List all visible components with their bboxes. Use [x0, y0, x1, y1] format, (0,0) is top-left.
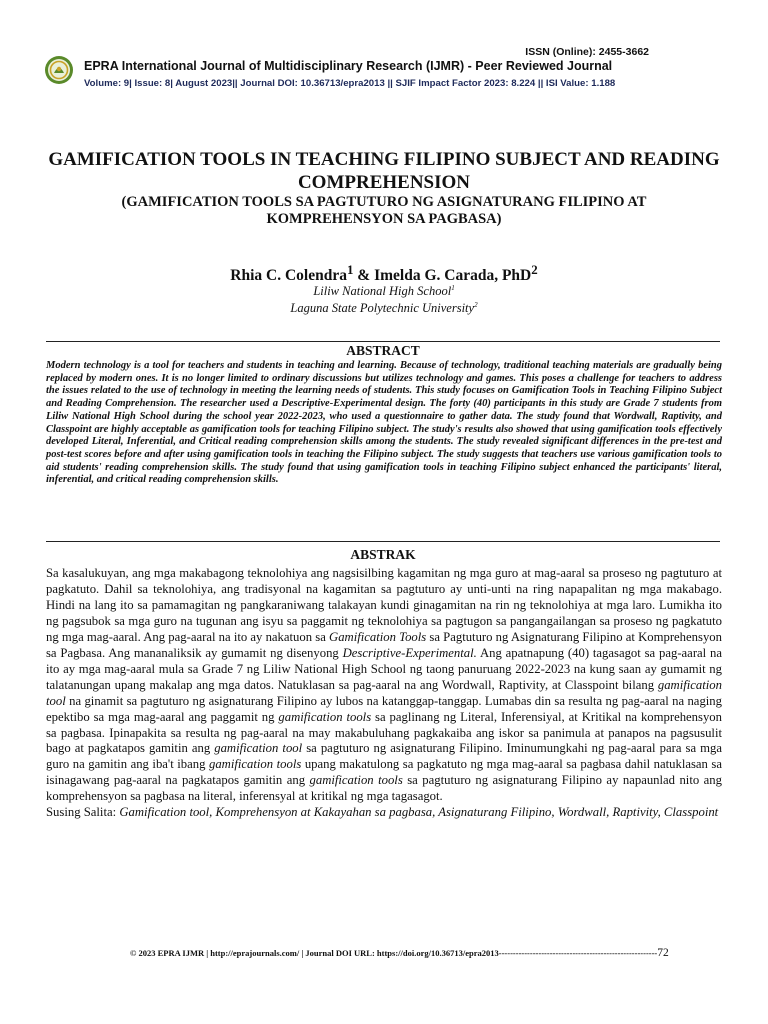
author-2-sup: 2	[531, 262, 538, 277]
abstract-heading: ABSTRACT	[346, 343, 420, 358]
footer	[130, 947, 669, 959]
affiliation-2-sup: 2	[474, 301, 478, 309]
abstrak-segment: sa pagtuturo ng asignaturang Filipino. Iminumungkahi ng pag-aaral para sa mga guro na gamitin ang iba't ibang	[46, 741, 722, 772]
abstrak-segment: upang makatulong sa pagkatuto ng mga mag-aaral sa pagbasa dahil natuklasan sa isinagawang pag-aaral na pagkatapos gamitin ang	[46, 757, 722, 788]
abstrak-italic: gamification tools	[278, 709, 372, 724]
abstract-bottom-rule	[46, 541, 720, 542]
abstrak-italic: gamification tool	[214, 741, 303, 756]
abstrak-segment: na ginamit sa pagtuturo ng asignaturang Filipino ay lubos na katanggap-tanggap. Lumabas din sa resulta ng pag-aaral na naging epektibo sa mga mag-aaral ang paggamit ng	[46, 693, 722, 724]
page-number: 72	[657, 947, 669, 959]
abstrak-italic: gamification tools	[208, 757, 302, 772]
volume-info: Volume: 9| Issue: 8| August 2023|| Journal DOI: 10.36713/epra2013 || SJIF Impact Factor 2023: 8.224 || ISI Value: 1.188	[84, 78, 616, 89]
author-1-sup: 1	[346, 262, 354, 277]
abstract-text: Modern technology is a tool for teachers and students in teaching and learning. Because of technology, traditional teaching materials are gradually being replaced by modern ones. It is no longer limited to ordinary discussions but utilizes technology and games. This poses a challenge for teachers to address the issues related to the use of technology in meeting the learning needs of students. This study focuses on Gamification Tools in Teaching Filipino Subject and Reading Comprehension. The researcher used a Descriptive-Experimental design. The forty (40) participants in this study are Grade 7 students from Liliw National High School during the school year 2022-2023, who used a questionnaire to gather data. The study found that Wordwall, Raptivity, and Classpoint are highly acceptable as gamification tools for teaching Filipino subject. The study's results also showed that using gamification tools effectively developed Literal, Inferential, and Critical reading comprehension skills among the students. The study revealed significant differences in the pre-test and post-test scores before and after using gamification tools in teaching the Filipino subject. The study suggests that teachers use various gamification tools to aid students' reading comprehension skills. The study found that using gamification tools in teaching Filipino subject enhanced the participants' literal, inferential, and critical reading comprehension skills.	[46, 360, 722, 486]
affiliation-2-name: Laguna State Polytechnic University	[290, 301, 475, 316]
paper-title: GAMIFICATION TOOLS IN TEACHING FILIPINO SUBJECT AND READING COMPREHENSION	[48, 149, 720, 193]
abstrak-segment: Sa kasalukuyan, ang mga makabagong teknolohiya ang nagsisilbing kagamitan ng mga guro at mag-aaral sa proseso ng pagtuturo at pagkatuto. Dahil sa teknolohiya, ang tradisyonal na kagamitan sa pagtuturo ay unti-unti na ring napapalitan ng mga makabago. Hindi na lang ito sa pamamagitan ng pangkaraniwang talakayan kundi ginagamitan na rin ng teknolohiya at mga laro. Lumikha ito ng pagsubok sa mga guro na tugunan ang isyu sa paggamit ng teknolohiya sa pagtugon sa pangangailangan sa proseso ng pagkatuto ng mga mag-aaral. Ang pag-aaral na ito ay nakatuon sa	[46, 566, 722, 644]
abstract-top-rule	[46, 341, 720, 342]
keywords: Gamification tool, Komprehensyon at Kakayahan sa pagbasa, Asignaturang Filipino, Wordwall, Raptivity, Classpoint	[119, 805, 719, 820]
abstrak-segment: sa pagtuturo ng asignaturang Filipino ay napaunlad nito ang komprehensyon sa pagbasa na literal, inferensyal at kritikal ng mga tagasagot.	[46, 773, 722, 804]
affiliation-1-sup: 1	[451, 284, 455, 292]
abstrak-segment: Ang apatnapung (40) tagasagot sa pag-aaral na ito ay mga mag-aaral mula sa Grade 7 ng Liliw National High School ng taong panuruang 2022-2023 na kung saan ay gumamit ng talatanungan upang makalap ang mga datos. Natuklasan sa pag-aaral na ang Wordwall, Raptivity, at Classpoint bilang	[46, 645, 722, 692]
abstrak-text	[46, 566, 722, 821]
abstrak-italic: Descriptive-Experimental.	[342, 645, 477, 660]
footer-text: © 2023 EPRA IJMR | http://eprajournals.com/ | Journal DOI URL: https://doi.org/10.36713/epra2013--------------------------------------------------------	[130, 948, 658, 958]
journal-name	[84, 59, 612, 73]
issn: ISSN (Online): 2455-3662	[525, 46, 649, 58]
abstrak-italic: gamification tools	[309, 773, 403, 788]
abstrak-segment: sa Pagtuturo ng Asignaturang Filipino at Komprehensyon sa Pagbasa. Ang mananaliksik ay gumamit ng disenyong	[46, 629, 722, 660]
abstrak-italic: gamification tool	[46, 677, 722, 708]
author-2: Imelda G. Carada, PhD	[374, 267, 532, 285]
affiliation-1	[40, 284, 728, 299]
abstrak-heading: ABSTRAK	[350, 547, 416, 562]
keywords-label: Susing Salita:	[46, 805, 120, 820]
authors	[40, 262, 728, 285]
author-separator: &	[353, 267, 375, 285]
affiliation-1-name: Liliw National High School	[313, 284, 452, 299]
peer-reviewed-label: - Peer Reviewed Journal	[464, 59, 613, 73]
paper-subtitle: (GAMIFICATION TOOLS SA PAGTUTURO NG ASIGNATURANG FILIPINO AT KOMPREHENSYON SA PAGBASA)	[121, 194, 647, 227]
abstrak-italic: Gamification Tools	[329, 629, 427, 644]
author-1: Rhia C. Colendra	[230, 267, 347, 285]
journal-title: EPRA International Journal of Multidisciplinary Research (IJMR)	[84, 59, 465, 73]
abstrak-segment: sa paglinang ng Literal, Inferensiyal, at Kritikal na komprehensyon sa pagbasa. Ipinapakita sa resulta ng pag-aaral na may makabuluhang pagkakaiba ang iskor sa panimula at panapos na pagsusulit bago at pagkatapos gamitin ang	[46, 709, 722, 756]
journal-logo-icon	[44, 55, 74, 85]
affiliation-2	[40, 301, 728, 316]
